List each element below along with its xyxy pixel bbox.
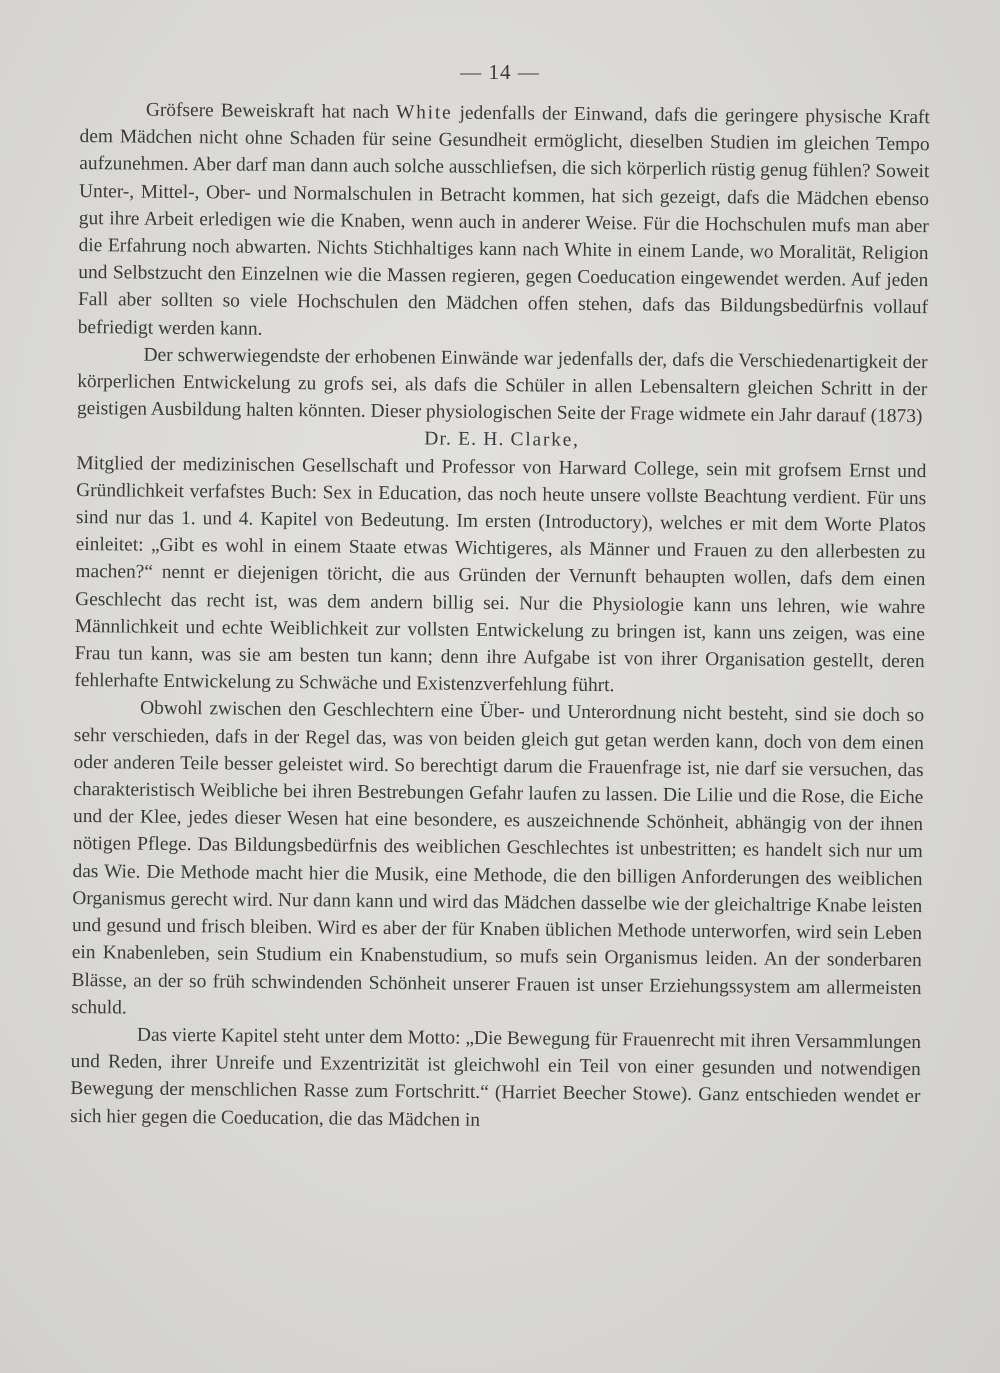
author-name-white: White — [396, 102, 453, 124]
body-text — [70, 96, 930, 1138]
paragraph-physiological-objection: Der schwerwiegendste der erhobenen Einwände war jedenfalls der, dafs die Verschiedenartigkeit der körperlichen Entwickelung zu grofs sei, als dafs die Schüler in allen Lebensaltern gleichen Schritt in der geistigen Ausbildung halten könnten. Dieser physiologischen Seite der Frage widmete ein Jahr darauf (1873) — [76, 344, 928, 428]
page-number: — 14 — — [460, 60, 540, 84]
author-name-clarke: Clarke — [510, 429, 574, 452]
paragraph-text: Gröfsere Beweiskraft hat nach — [145, 99, 397, 124]
paragraph-gender-differences: Obwohl zwischen den Geschlechtern eine Über- und Unterordnung nicht besteht, sind sie doch so sehr verschieden, dafs in der Regel das, was von beiden gleich gut getan werden kann, doch von dem einen oder anderen Teile besser geleistet wird. So berechtigt darum die Frauenfrage ist, nie darf sie versuchen, das charakteristisch Weibliche bei ihren Bestrebungen Gefahr laufen zu lassen. Die Lilie und die Rose, die Eiche und der Klee, jedes dieser Wesen hat eine besondere, es auszeichnende Schönheit, abhängig von der ihnen nötigen Pflege. Das Bildungsbedürfnis des weiblichen Geschlechtes ist unbestritten; es handelt sich nur um das Wie. Die Methode macht hier die Musik, eine Methode, die den billigen Anforderungen des weiblichen Organismus gerecht wird. Nur dann kann und wird das Mädchen dasselbe wie der gleichaltrige Knabe leisten und gesund und frisch bleiben. Wird es aber der für Knaben üblichen Methode unterworfen, wird sein Leben ein Knabenleben, sein Studium ein Knabenstudium, so mufs sein Organismus leiden. An der sonderbaren Blässe, an der so früh schwindenden Schönheit unserer Frauen ist unser Erziehungssystem am allermeisten schuld. — [71, 698, 925, 1019]
paragraph-white-argument — [78, 96, 930, 349]
author-suffix: , — [572, 430, 580, 452]
author-prefix: Dr. E. H. — [424, 428, 511, 451]
paragraph-sex-in-education: Mitglied der medizinischen Gesellschaft und Professor von Harward College, sein mit grofsem Ernst und Gründlichkeit verfafstes Buch: Sex in Education, das noch heute unsere vollste Beachtung verdient. Für uns sind nur das 1. und 4. Kapitel von Bedeutung. Im ersten (Introductory), welches er mit dem Worte Platos einleitet: „Gibt es wohl in einem Staate etwas Wichtigeres, als Männer und Frauen zu den allerbesten zu machen?“ nennt er diejenigen töricht, die aus Gründen der Vernunft behaupten wollen, dafs dem einen Geschlecht das recht ist, was dem andern billig sei. Nur die Physiologie kann uns lehren, wie wahre Männlichkeit und echte Weiblichkeit zur vollsten Entwickelung zu bringen ist, kann uns zeigen, was eine Frau tun kann, was sie am besten tun kann; denn ihre Aufgabe ist von ihrer Organisation gestellt, deren fehlerhafte Entwickelung zu Schwäche und Existenzverfehlung führt. — [74, 452, 927, 697]
paragraph-text: jedenfalls der Einwand, dafs die geringere physische Kraft dem Mädchen nicht ohne Schaden für seine Gesundheit ermöglicht, dieselben Studien im gleichen Tempo aufzunehmen. Aber darf man dann auch solche ausschliefsen, die sich körperlich rüstig genug fühlen? Soweit Unter-, Mittel-, Ober- und Normalschulen in Betracht kommen, hat sich gezeigt, dafs die Mädchen ebenso gut ihre Arbeit erledigen wie die Knaben, wenn auch in anderer Weise. Für die Hochschulen mufs man aber die Erfahrung noch abwarten. Nichts Stichhaltiges kann nach White in einem Lande, wo Moralität, Religion und Selbstzucht den Einzelnen wie die Massen regieren, gegen Coeducation eingewendet werden. Auf jeden Fall aber sollten so viele Hochschulen den Mädchen offen stehen, dafs das Bildungsbedürfnis vollauf befriedigt werden kann. — [77, 102, 930, 340]
paragraph-fourth-chapter: Das vierte Kapitel steht unter dem Motto: „Die Bewegung für Frauenrecht mit ihren Versammlungen und Reden, ihrer Unreife und Exzentrizität ist gleichwohl ein Teil von einer gesunden und notwendigen Bewegung der menschlichen Rasse zum Fortschritt.“ (Harriet Beecher Stowe). Ganz entschieden wendet er sich hier gegen die Coeducation, die das Mädchen in — [70, 1024, 922, 1131]
